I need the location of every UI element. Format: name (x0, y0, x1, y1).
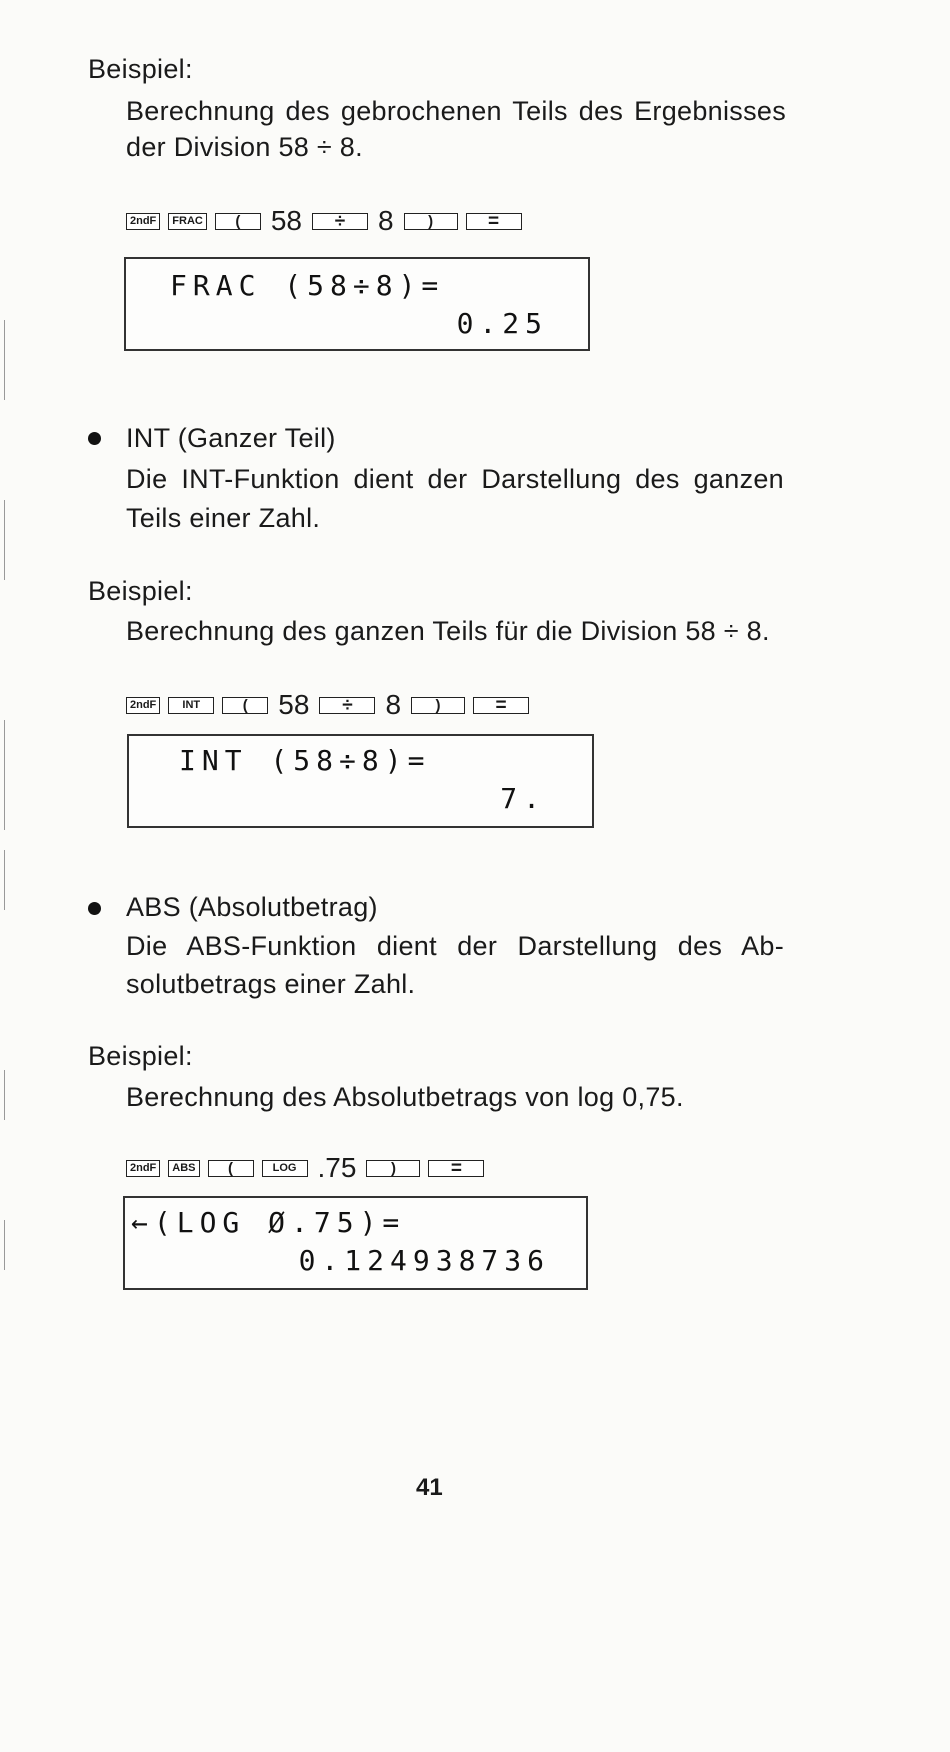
beispiel-label: Beispiel: (88, 1041, 193, 1071)
description-line2: Teils einer Zahl. (126, 503, 321, 533)
key-digits: 58 (270, 205, 302, 236)
example-text-line1: Berechnung des gebrochenen Teils des Ergebnisses (126, 96, 786, 126)
key-sequence (126, 205, 522, 236)
calculator-display (123, 1196, 588, 1290)
display-result: 0.25 (456, 307, 548, 340)
calculator-display (124, 257, 590, 351)
beispiel-label: Beispiel: (88, 54, 193, 84)
calculator-display (127, 734, 594, 828)
beispiel-label: Beispiel: (88, 576, 193, 606)
margin-line (4, 720, 5, 830)
key-close-paren[interactable]: ) (366, 1160, 420, 1177)
margin-line (4, 1070, 5, 1120)
key-2ndf[interactable]: 2ndF (126, 1160, 160, 1177)
key-equals[interactable]: = (428, 1160, 484, 1177)
key-frac[interactable]: FRAC (168, 213, 207, 230)
margin-line (4, 500, 5, 580)
key-digits: 58 (278, 689, 310, 720)
display-expression: ←(LOG Ø.75)= (131, 1206, 406, 1239)
key-int[interactable]: INT (168, 697, 214, 714)
key-equals[interactable]: = (473, 697, 529, 714)
bullet-icon (88, 902, 101, 915)
key-abs[interactable]: ABS (168, 1160, 199, 1177)
page-number: 41 (416, 1474, 443, 1501)
description-line1: Die ABS-Funktion dient der Darstellung des Ab- (126, 931, 784, 961)
key-divide[interactable]: ÷ (312, 213, 368, 230)
display-result: 0.124938736 (298, 1244, 550, 1277)
bullet-icon (88, 432, 101, 445)
example-text: Berechnung des Absolutbetrags von log 0,75. (126, 1082, 684, 1112)
key-close-paren[interactable]: ) (411, 697, 465, 714)
display-expression: FRAC (58÷8)= (170, 269, 445, 302)
key-open-paren[interactable]: ( (208, 1160, 254, 1177)
margin-line (4, 1220, 5, 1270)
key-2ndf[interactable]: 2ndF (126, 697, 160, 714)
margin-line (4, 850, 5, 910)
key-equals[interactable]: = (466, 213, 522, 230)
example-text: Berechnung des ganzen Teils für die Division 58 ÷ 8. (126, 616, 770, 646)
margin-line (4, 320, 5, 400)
key-2ndf[interactable]: 2ndF (126, 213, 160, 230)
example-text-line2: der Division 58 ÷ 8. (126, 132, 363, 162)
key-sequence (126, 1152, 484, 1183)
key-digits: 8 (378, 205, 394, 236)
key-open-paren[interactable]: ( (222, 697, 268, 714)
description-line1: Die INT-Funktion dient der Darstellung des ganzen (126, 464, 784, 494)
display-expression: INT (58÷8)= (179, 744, 431, 777)
key-divide[interactable]: ÷ (319, 697, 375, 714)
key-sequence (126, 689, 529, 720)
key-digits: 8 (385, 689, 402, 720)
key-close-paren[interactable]: ) (404, 213, 458, 230)
key-log[interactable]: LOG (262, 1160, 308, 1177)
key-open-paren[interactable]: ( (215, 213, 261, 230)
section-heading: INT (Ganzer Teil) (126, 423, 336, 453)
display-result: 7. (500, 782, 546, 815)
key-digits: .75 (317, 1152, 357, 1183)
section-heading: ABS (Absolutbetrag) (126, 892, 378, 922)
description-line2: solutbetrags einer Zahl. (126, 969, 416, 999)
